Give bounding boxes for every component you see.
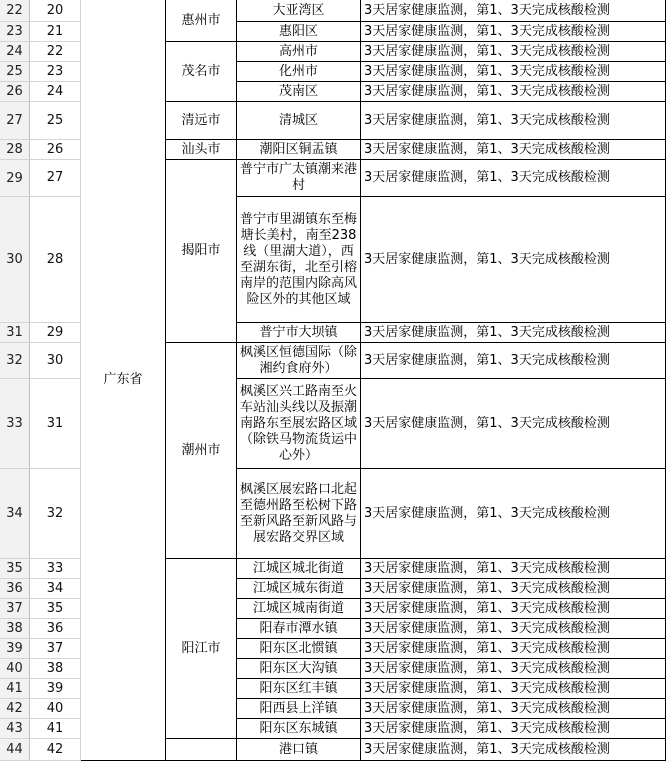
row-header[interactable]: 23 (0, 22, 30, 42)
area-cell[interactable]: 江城区城东街道 (237, 579, 361, 599)
row-header[interactable]: 34 (0, 469, 30, 559)
row-header[interactable]: 27 (0, 102, 30, 140)
area-cell[interactable]: 普宁市广太镇潮来港村 (237, 160, 361, 197)
measure-cell[interactable]: 3天居家健康监测，第1、3天完成核酸检测 (361, 679, 666, 699)
seq-cell[interactable]: 32 (30, 469, 81, 559)
seq-cell[interactable]: 39 (30, 679, 81, 699)
measure-cell[interactable]: 3天居家健康监测，第1、3天完成核酸检测 (361, 42, 666, 62)
measure-cell[interactable]: 3天居家健康监测，第1、3天完成核酸检测 (361, 639, 666, 659)
row-header[interactable]: 30 (0, 197, 30, 323)
area-cell[interactable]: 阳春市潭水镇 (237, 619, 361, 639)
seq-cell[interactable]: 22 (30, 42, 81, 62)
row-header[interactable]: 25 (0, 62, 30, 82)
seq-cell[interactable]: 28 (30, 197, 81, 323)
seq-cell[interactable]: 33 (30, 559, 81, 579)
area-cell[interactable]: 枫溪区恒德国际（除湘约食府外） (237, 343, 361, 379)
row-header[interactable]: 42 (0, 699, 30, 719)
measure-cell[interactable]: 3天居家健康监测，第1、3天完成核酸检测 (361, 379, 666, 469)
measure-cell[interactable]: 3天居家健康监测，第1、3天完成核酸检测 (361, 140, 666, 160)
city-cell[interactable]: 清远市 (166, 102, 237, 140)
row-header[interactable]: 38 (0, 619, 30, 639)
measure-cell[interactable]: 3天居家健康监测，第1、3天完成核酸检测 (361, 599, 666, 619)
city-cell[interactable]: 茂名市 (166, 42, 237, 102)
area-cell[interactable]: 清城区 (237, 102, 361, 140)
seq-cell[interactable]: 26 (30, 140, 81, 160)
area-cell[interactable]: 大亚湾区 (237, 0, 361, 22)
row-header[interactable]: 43 (0, 719, 30, 739)
area-cell[interactable]: 普宁市里湖镇东至梅塘长美村，南至238线（里湖大道），西至湖东街，北至引榕南岸的范围内除高风险区外的其他区域 (237, 197, 361, 323)
seq-cell[interactable]: 21 (30, 22, 81, 42)
area-cell[interactable]: 阳西县上洋镇 (237, 699, 361, 719)
seq-cell[interactable]: 23 (30, 62, 81, 82)
area-cell[interactable]: 江城区城南街道 (237, 599, 361, 619)
row-header[interactable]: 41 (0, 679, 30, 699)
seq-cell[interactable]: 34 (30, 579, 81, 599)
row-header[interactable]: 28 (0, 140, 30, 160)
measure-cell[interactable]: 3天居家健康监测，第1、3天完成核酸检测 (361, 22, 666, 42)
measure-cell[interactable]: 3天居家健康监测，第1、3天完成核酸检测 (361, 102, 666, 140)
measure-cell[interactable]: 3天居家健康监测，第1、3天完成核酸检测 (361, 160, 666, 197)
row-header[interactable]: 32 (0, 343, 30, 379)
seq-cell[interactable]: 40 (30, 699, 81, 719)
measure-cell[interactable]: 3天居家健康监测，第1、3天完成核酸检测 (361, 0, 666, 22)
city-cell[interactable]: 阳江市 (166, 559, 237, 739)
row-header[interactable]: 31 (0, 323, 30, 343)
seq-cell[interactable]: 25 (30, 102, 81, 140)
province-cell[interactable]: 广东省 (81, 0, 166, 761)
row-header[interactable]: 24 (0, 42, 30, 62)
area-cell[interactable]: 高州市 (237, 42, 361, 62)
measure-cell[interactable]: 3天居家健康监测，第1、3天完成核酸检测 (361, 659, 666, 679)
measure-cell[interactable]: 3天居家健康监测，第1、3天完成核酸检测 (361, 62, 666, 82)
row-header[interactable]: 35 (0, 559, 30, 579)
city-cell[interactable]: 揭阳市 (166, 160, 237, 343)
seq-cell[interactable]: 41 (30, 719, 81, 739)
area-cell[interactable]: 潮阳区铜盂镇 (237, 140, 361, 160)
measure-cell[interactable]: 3天居家健康监测，第1、3天完成核酸检测 (361, 619, 666, 639)
row-header[interactable]: 33 (0, 379, 30, 469)
seq-cell[interactable]: 42 (30, 739, 81, 761)
seq-cell[interactable]: 31 (30, 379, 81, 469)
seq-cell[interactable]: 27 (30, 160, 81, 197)
area-cell[interactable]: 化州市 (237, 62, 361, 82)
area-cell[interactable]: 阳东区北惯镇 (237, 639, 361, 659)
seq-cell[interactable]: 29 (30, 323, 81, 343)
area-cell[interactable]: 枫溪区兴工路南至火车站汕头线以及振潮南路东至展宏路区域（除铁马物流货运中心外） (237, 379, 361, 469)
row-header[interactable]: 29 (0, 160, 30, 197)
measure-cell[interactable]: 3天居家健康监测，第1、3天完成核酸检测 (361, 469, 666, 559)
seq-cell[interactable]: 37 (30, 639, 81, 659)
city-cell[interactable] (166, 739, 237, 761)
city-cell[interactable]: 惠州市 (166, 0, 237, 42)
measure-cell[interactable]: 3天居家健康监测，第1、3天完成核酸检测 (361, 719, 666, 739)
measure-cell[interactable]: 3天居家健康监测，第1、3天完成核酸检测 (361, 559, 666, 579)
area-cell[interactable]: 惠阳区 (237, 22, 361, 42)
seq-cell[interactable]: 30 (30, 343, 81, 379)
city-cell[interactable]: 潮州市 (166, 343, 237, 559)
measure-cell[interactable]: 3天居家健康监测，第1、3天完成核酸检测 (361, 82, 666, 102)
city-cell[interactable]: 汕头市 (166, 140, 237, 160)
measure-cell[interactable]: 3天居家健康监测，第1、3天完成核酸检测 (361, 699, 666, 719)
row-header[interactable]: 36 (0, 579, 30, 599)
measure-cell[interactable]: 3天居家健康监测，第1、3天完成核酸检测 (361, 343, 666, 379)
area-cell[interactable]: 江城区城北街道 (237, 559, 361, 579)
row-header[interactable]: 37 (0, 599, 30, 619)
row-header[interactable]: 22 (0, 0, 30, 22)
row-header[interactable]: 39 (0, 639, 30, 659)
area-cell[interactable]: 阳东区红丰镇 (237, 679, 361, 699)
row-header[interactable]: 44 (0, 739, 30, 761)
area-cell[interactable]: 阳东区东城镇 (237, 719, 361, 739)
seq-cell[interactable]: 36 (30, 619, 81, 639)
row-header[interactable]: 40 (0, 659, 30, 679)
seq-cell[interactable]: 35 (30, 599, 81, 619)
row-header[interactable]: 26 (0, 82, 30, 102)
seq-cell[interactable]: 38 (30, 659, 81, 679)
seq-cell[interactable]: 24 (30, 82, 81, 102)
area-cell[interactable]: 茂南区 (237, 82, 361, 102)
measure-cell[interactable]: 3天居家健康监测，第1、3天完成核酸检测 (361, 579, 666, 599)
area-cell[interactable]: 普宁市大坝镇 (237, 323, 361, 343)
area-cell[interactable]: 港口镇 (237, 739, 361, 761)
area-cell[interactable]: 枫溪区展宏路口北起至德州路至松树下路至新风路至新风路与展宏路交界区域 (237, 469, 361, 559)
measure-cell[interactable]: 3天居家健康监测，第1、3天完成核酸检测 (361, 739, 666, 761)
measure-cell[interactable]: 3天居家健康监测，第1、3天完成核酸检测 (361, 323, 666, 343)
area-cell[interactable]: 阳东区大沟镇 (237, 659, 361, 679)
measure-cell[interactable]: 3天居家健康监测，第1、3天完成核酸检测 (361, 197, 666, 323)
seq-cell[interactable]: 20 (30, 0, 81, 22)
